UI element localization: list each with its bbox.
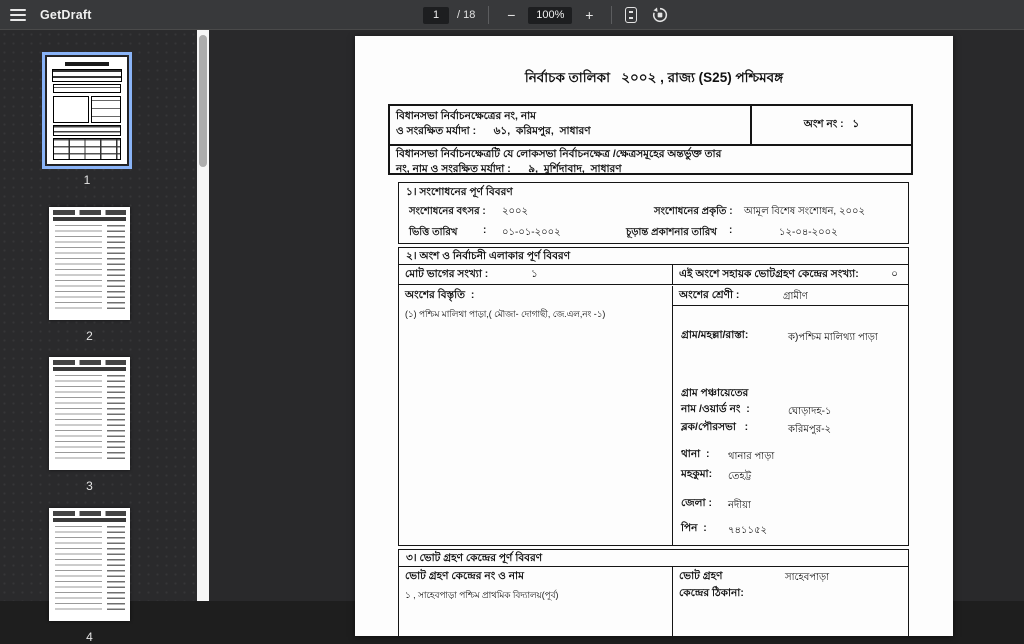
rotate-counterclockwise-icon[interactable] [651,6,669,24]
thumbnail-page-label: 3 [86,479,93,493]
subdivision-label: মহকুমা: [681,468,713,480]
toolbar-divider [611,6,612,24]
section-polling-station [398,549,909,637]
ps-name-value: ১ , সাহেবপাড়া পশ্চিম প্রাথমিক বিদ্যালয়(পূর্ব) [405,590,559,600]
aux-stations-value: ০ [891,268,898,280]
total-parts-value: ১ [531,268,538,280]
parliamentary-constituency-cell [390,144,911,173]
thumbnail-page-label: 2 [86,329,93,343]
part-locality-cell [673,286,908,545]
revision-type-value: আমূল বিশেষ সংশোধন, ২০০২ [744,206,865,217]
block-municipality-value: করিমপুর-২ [788,424,832,435]
block-municipality-label: ব্লক/পৌরসভা : [681,421,749,433]
extent-value: (১) পশ্চিম মালিথা পাড়া,( মৌজা- দোগাছী, জে.এল,নং -১) [405,309,606,319]
thumbnail-image-table[interactable] [49,508,130,621]
publication-date-label: চূড়ান্ত প্রকাশনার তারিখ [626,227,717,238]
thumbnail-image-table[interactable] [49,207,130,320]
document-title: GetDraft [40,7,92,22]
pc-label-line1: বিধানসভা নির্বাচনক্ষেত্রটি যে লোকসভা নির্বাচনক্ষেত্র /ক্ষেত্রসমূহের অন্তর্ভুক্ত তার [396,148,722,160]
ps-address-label-line1: ভোট গ্রহণ [679,570,723,582]
ward-number-label: নাম /ওয়ার্ড নং : [681,403,750,415]
thumbnail-page-4[interactable] [49,508,130,644]
constituency-header-box [388,104,913,175]
section1-heading: ১। সংশোধনের পূর্ণ বিবরণ [406,186,513,198]
thumbnail-page-label: 4 [86,630,93,644]
qualifying-date-label: ভিত্তি তারিখ [409,227,458,238]
assembly-constituency-cell [390,106,750,144]
pc-label-line2: নং, নাম ও সংরক্ষিত মর্যাদা : ৯, মুর্শিদাবাদ, সাধারণ [396,163,622,175]
village-value: ক)পশ্চিম মালিথ্যা পাড়া [788,332,878,343]
menu-icon[interactable] [10,9,26,21]
qualifying-date-colon: : [483,225,487,236]
qualifying-date-value: ০১-০১-২০০২ [502,227,561,238]
total-parts-label: মোট ভাগের সংখ্যা : [405,268,489,280]
total-parts-cell [399,265,673,284]
part-number-cell: অংশ নং : ১ [750,106,911,144]
locality-address-block [673,306,908,545]
thumbnail-page-3[interactable] [49,357,130,493]
fit-page-icon[interactable] [625,7,637,23]
thumbnail-image-form[interactable] [47,57,127,164]
toolbar [0,0,1024,30]
revision-type-label: সংশোধনের প্রকৃতি : [654,206,733,217]
ac-label-line1: বিধানসভা নির্বাচনক্ষেত্রের নং, নাম [396,110,536,122]
district-label: জেলা : [681,497,712,509]
village-label: গ্রাম/মহল্লা/রাস্তা: [681,329,749,341]
extent-label: অংশের বিস্তৃতি : [405,289,475,301]
zoom-in-button[interactable]: + [585,7,594,23]
ps-address-label-line2: কেন্দ্রের ঠিকানা: [679,587,744,599]
gram-panchayat-heading: গ্রাম পঞ্চায়েতের [681,387,749,399]
part-class-label: অংশের শ্রেণী : [679,289,740,301]
section2-heading: ২। অংশ ও নির্বাচনী এলাকার পূর্ণ বিবরণ [399,248,908,265]
aux-stations-label: এই অংশে সহায়ক ভোটগ্রহণ কেন্দ্রের সংখ্যা: [679,268,859,280]
police-station-value: থানার পাড়া [728,451,775,462]
police-station-label: থানা : [681,448,710,460]
pdf-page-1 [355,36,953,636]
revision-year-label: সংশোধনের বৎসর : [409,206,486,217]
polling-station-name-cell [399,567,673,637]
sidebar-scrollbar-thumb[interactable] [199,35,207,167]
document-viewport[interactable] [209,30,1024,601]
ward-number-value: ঘোড়াদহ-১ [788,406,832,417]
page-number-input[interactable]: 1 [423,7,449,24]
part-class-value: গ্রামীণ [783,291,808,302]
thumbnail-page-1[interactable] [47,57,127,187]
section-part-details [398,247,909,546]
publication-date-colon: : [729,225,733,236]
subdivision-value: তেহট্ট [728,471,752,482]
ps-address-value: সাহেবপাড়া [785,572,830,583]
toolbar-divider [488,6,489,24]
section3-heading: ৩। ভোট গ্রহণ কেন্দ্রের পূর্ণ বিবরণ [399,550,908,567]
part-extent-cell [399,286,673,545]
ps-name-label: ভোট গ্রহণ কেন্দ্রের নং ও নাম [405,570,524,582]
pin-code-value: ৭৪১১৫২ [728,525,767,536]
ac-label-line2: ও সংরক্ষিত মর্যাদা : ৬১, করিমপুর, সাধারণ [396,125,591,137]
district-value: নদীয়া [728,500,751,511]
page-total-label: / 18 [457,9,476,21]
toolbar-center-controls [423,0,669,30]
polling-station-address-cell [673,567,908,637]
publication-date-value: ১২-০৪-২০০২ [779,227,838,238]
aux-polling-stations-cell [673,265,908,284]
thumbnail-sidebar [0,30,197,644]
thumbnail-page-label: 1 [83,173,91,187]
section-revision-details [398,182,909,244]
zoom-level-input[interactable]: 100% [528,7,572,24]
thumbnail-page-2[interactable] [49,207,130,343]
pin-code-label: পিন : [681,522,707,534]
zoom-out-button[interactable]: − [507,7,516,23]
electoral-roll-title: নির্বাচক তালিকা ২০০২ , রাজ্য (S25) পশ্চিমবঙ্গ [524,70,784,85]
revision-year-value: ২০০২ [502,206,529,217]
thumbnail-image-table[interactable] [49,357,130,470]
